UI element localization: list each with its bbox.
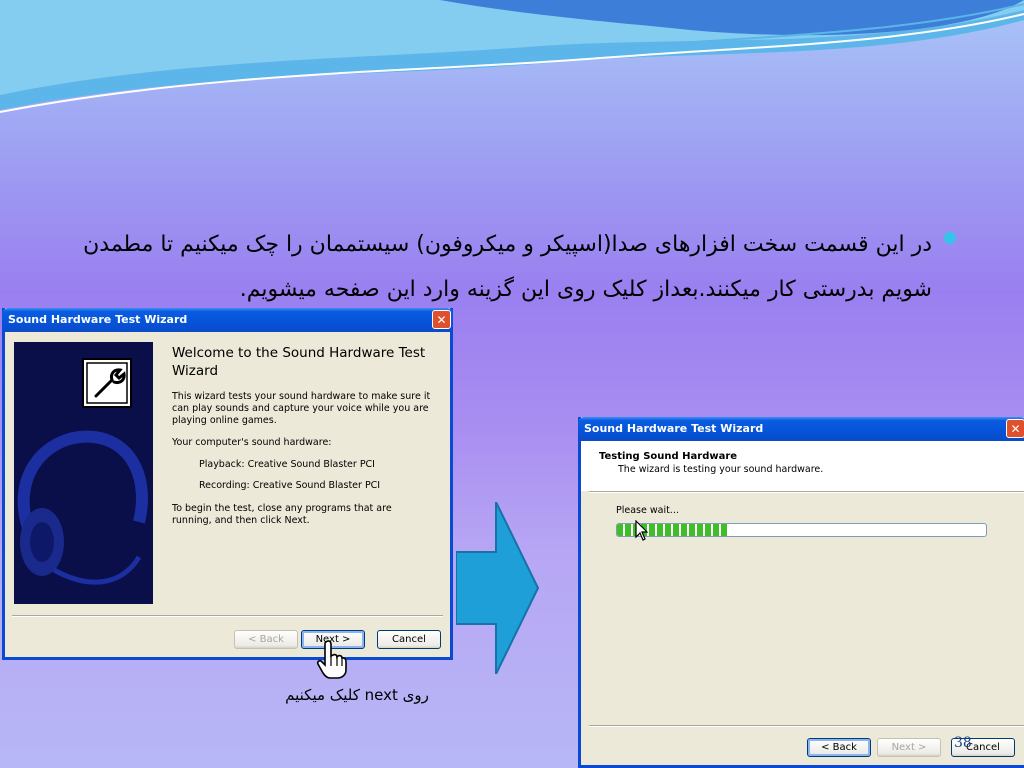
bullet-point — [944, 232, 956, 244]
wizard-instructions: To begin the test, close any programs that are running, and then click Next. — [172, 503, 392, 526]
header-separator — [589, 491, 1024, 493]
page-header-panel — [581, 441, 1024, 491]
next-button[interactable]: Next > — [301, 630, 365, 649]
hardware-label: Your computer's sound hardware: — [172, 437, 332, 448]
wizard-heading: Welcome to the Sound Hardware Test Wizard — [172, 345, 426, 379]
back-button[interactable]: < Back — [234, 630, 298, 649]
next-caption: روی next کلیک میکنیم — [285, 686, 429, 704]
window-titlebar — [2, 308, 453, 332]
close-button[interactable]: ✕ — [1006, 419, 1024, 438]
testing-heading: Testing Sound Hardware — [599, 451, 738, 462]
wizard-welcome-window — [2, 308, 453, 660]
window-title: Sound Hardware Test Wizard — [8, 313, 188, 326]
testing-subheading: The wizard is testing your sound hardware. — [618, 464, 824, 475]
hand-cursor-icon — [316, 640, 350, 680]
window-title: Sound Hardware Test Wizard — [584, 422, 764, 435]
back-button[interactable]: < Back — [807, 738, 871, 757]
right-arrow-icon — [456, 502, 540, 674]
wizard-banner-image — [14, 342, 153, 604]
close-button[interactable]: ✕ — [432, 310, 451, 329]
cancel-button[interactable]: Cancel — [951, 738, 1015, 757]
wizard-intro-text: This wizard tests your sound hardware to make sure it can play sounds and capture your voice while you are playing online games. — [172, 391, 431, 426]
window-titlebar — [578, 417, 1024, 441]
slide-paragraph: در این قسمت سخت افزارهای صدا(اسپیکر و میکروفون) سیستممان را چک میکنیم تا مطمدن شویم بدرستی کار میکنند.بعداز کلیک روی این گزینه وارد این صفحه میشویم. — [83, 232, 932, 302]
arrow-cursor-icon — [635, 520, 649, 542]
footer-separator — [589, 725, 1024, 727]
progress-fill — [617, 524, 728, 536]
wizard-testing-window — [578, 417, 1024, 768]
wrench-icon — [82, 358, 132, 408]
please-wait-label: Please wait... — [616, 505, 679, 516]
cancel-button[interactable]: Cancel — [377, 630, 441, 649]
header-wave-decoration — [0, 0, 1024, 130]
next-button[interactable]: Next > — [877, 738, 941, 757]
slide-number: 38 — [954, 735, 972, 751]
playback-device: Playback: Creative Sound Blaster PCI — [199, 459, 375, 470]
recording-device: Recording: Creative Sound Blaster PCI — [199, 480, 381, 491]
footer-separator — [12, 615, 443, 617]
progress-bar — [616, 523, 987, 537]
